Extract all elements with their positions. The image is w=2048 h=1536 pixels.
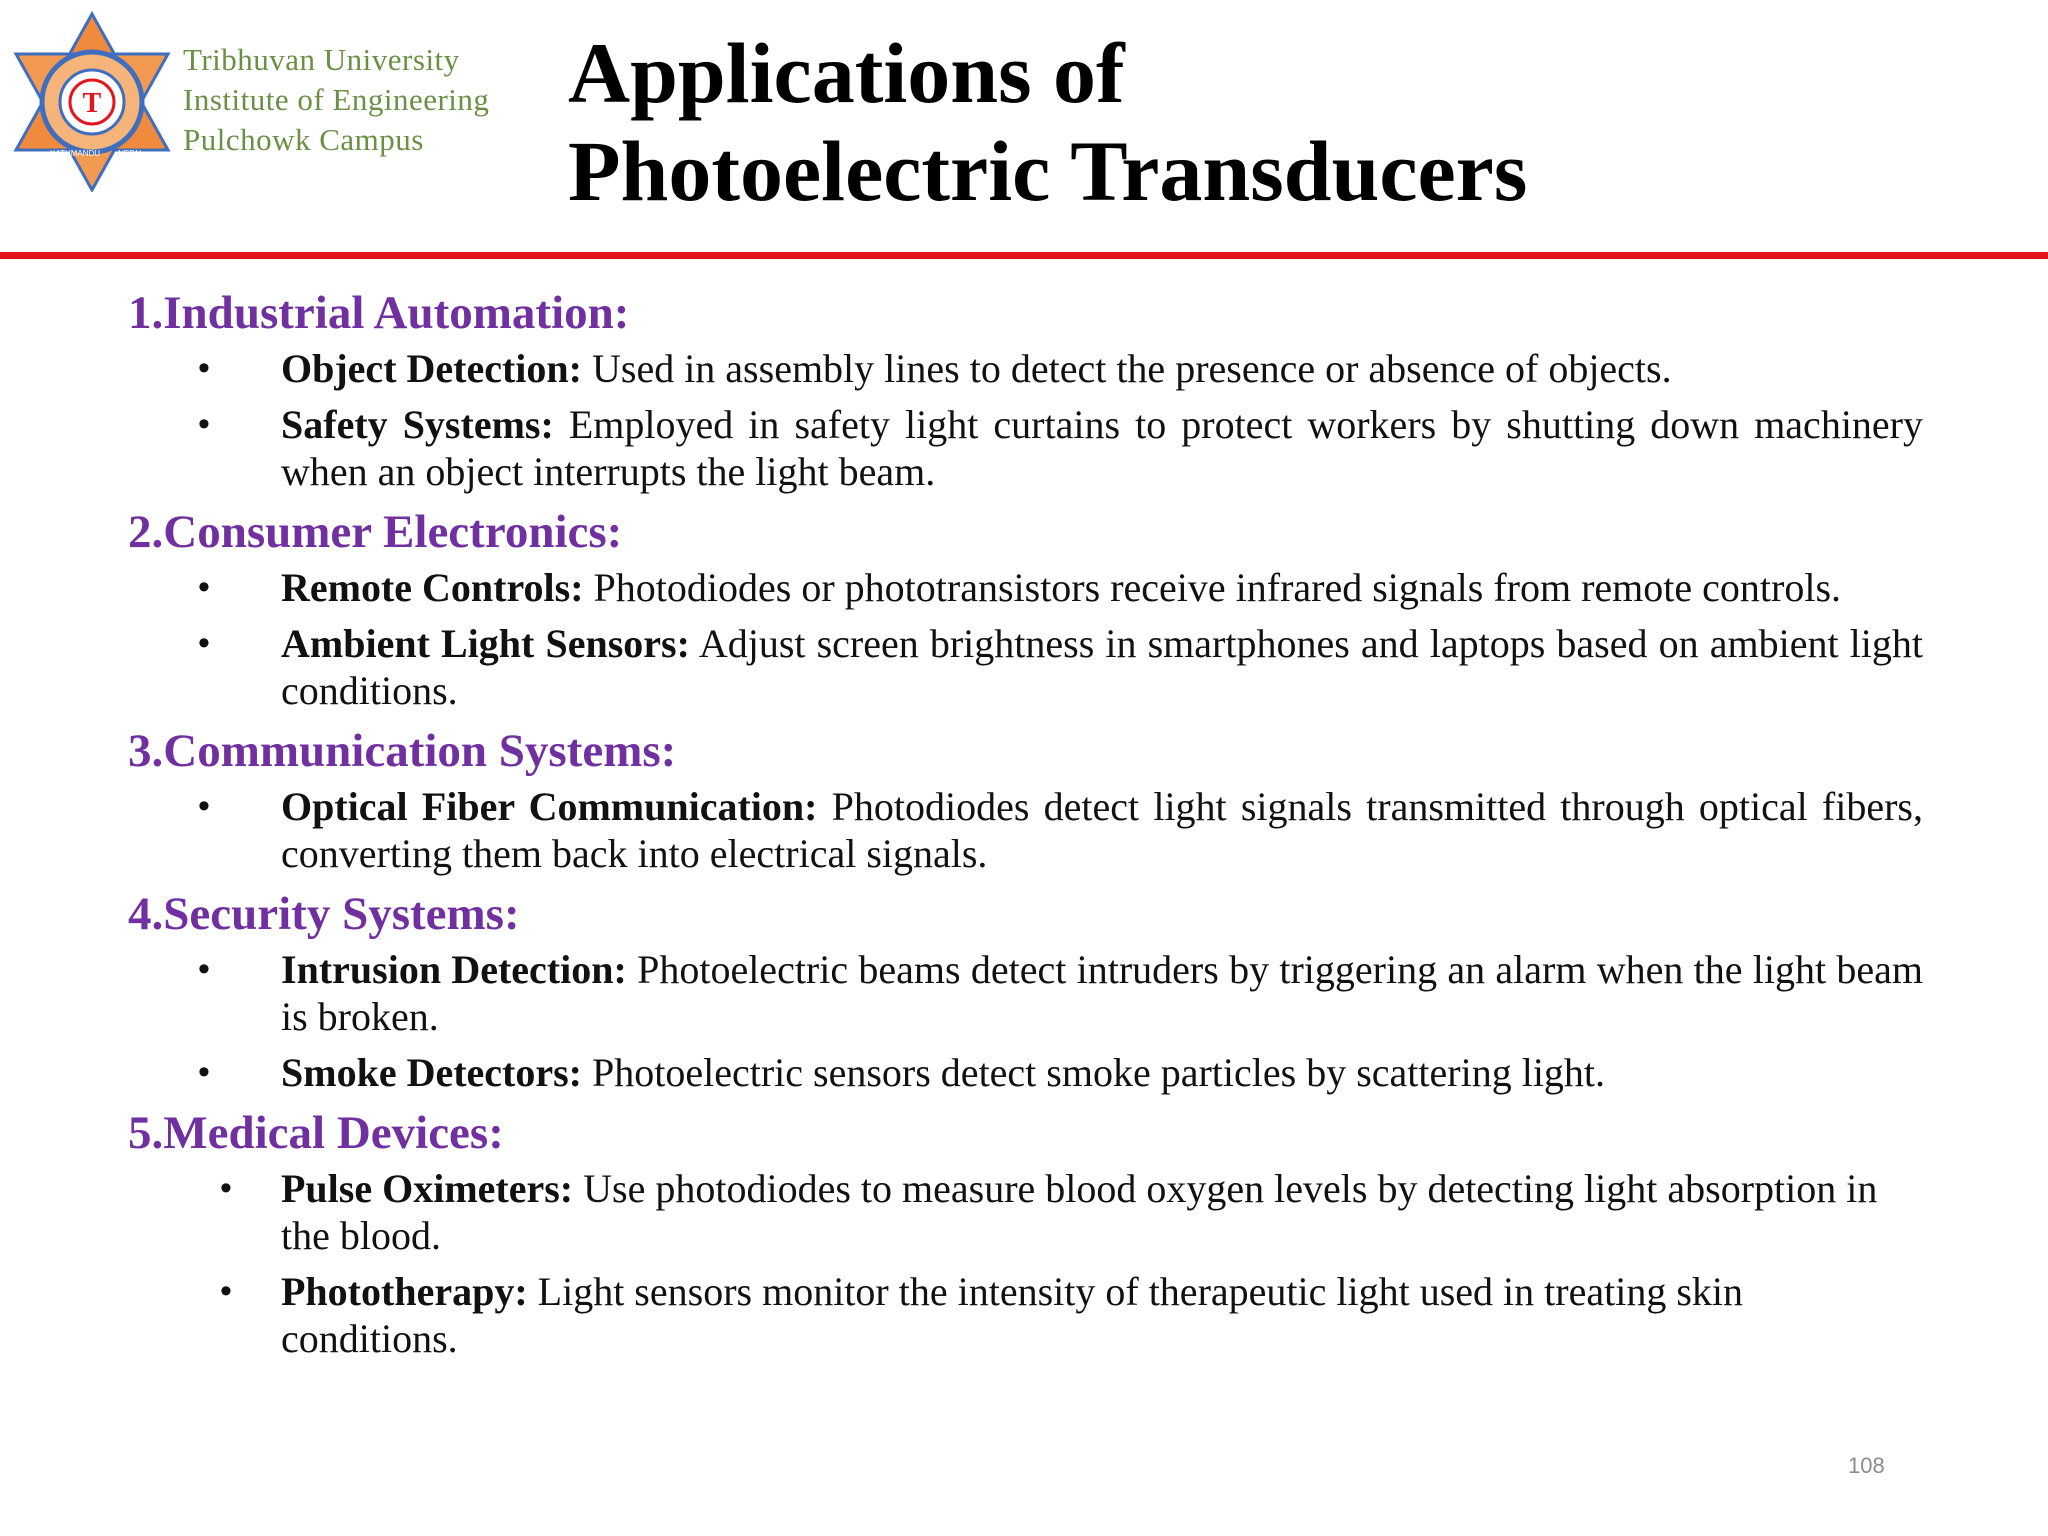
section-heading: 2.Consumer Electronics: bbox=[128, 506, 623, 558]
title-divider bbox=[0, 252, 2048, 259]
section-4 bbox=[128, 886, 1923, 1096]
section-2 bbox=[128, 504, 1923, 714]
list-item bbox=[128, 1268, 1923, 1362]
institution-line-2: Institute of Engineering bbox=[183, 82, 490, 117]
slide-title-line-1: Applications of bbox=[568, 25, 1125, 121]
university-logo-icon bbox=[10, 10, 175, 192]
section-1 bbox=[128, 285, 1923, 495]
item-term: Intrusion Detection: bbox=[281, 947, 627, 992]
section-5 bbox=[128, 1105, 1923, 1362]
item-description: Photoelectric sensors detect smoke particles by scattering light. bbox=[582, 1050, 1606, 1095]
logo-letter: T bbox=[82, 88, 102, 119]
bullet-list bbox=[128, 1165, 1923, 1362]
bullet-icon: • bbox=[198, 349, 210, 387]
institution-name bbox=[183, 40, 489, 160]
item-term: Optical Fiber Communication: bbox=[281, 784, 818, 829]
institution-line-1: Tribhuvan University bbox=[183, 42, 460, 77]
bullet-icon: • bbox=[198, 568, 210, 606]
bullet-list bbox=[128, 946, 1923, 1096]
bullet-icon: • bbox=[198, 950, 210, 988]
item-description: Photodiodes or phototransistors receive infrared signals from remote controls. bbox=[583, 565, 1842, 610]
item-description: Adjust screen brightness in smartphones and laptops based on ambient light conditions. bbox=[281, 621, 1924, 713]
item-term: Smoke Detectors: bbox=[281, 1050, 582, 1095]
bullet-icon: • bbox=[198, 787, 210, 825]
item-term: Ambient Light Sensors: bbox=[281, 621, 690, 666]
section-heading: 3.Communication Systems: bbox=[128, 725, 677, 777]
item-description: Employed in safety light curtains to protect workers by shutting down machinery when an object interrupts the light beam. bbox=[281, 402, 1924, 494]
list-item bbox=[128, 1049, 1923, 1096]
section-heading: 4.Security Systems: bbox=[128, 888, 520, 940]
list-item bbox=[128, 345, 1923, 392]
bullet-list bbox=[128, 564, 1923, 714]
item-term: Phototherapy: bbox=[281, 1269, 528, 1314]
item-term: Pulse Oximeters: bbox=[281, 1166, 574, 1211]
slide-title bbox=[568, 24, 1527, 220]
bullet-icon: • bbox=[220, 1272, 232, 1310]
item-description: Photoelectric beams detect intruders by triggering an alarm when the light beam is broken. bbox=[281, 947, 1923, 1039]
section-heading: 5.Medical Devices: bbox=[128, 1107, 504, 1159]
logo-ring-text-right: NEPAL bbox=[118, 149, 144, 158]
item-term: Safety Systems: bbox=[281, 402, 554, 447]
bullet-list bbox=[128, 345, 1923, 495]
slide-body bbox=[128, 285, 1923, 1371]
slide-title-line-2: Photoelectric Transducers bbox=[568, 123, 1528, 219]
bullet-icon: • bbox=[198, 1053, 210, 1091]
list-item bbox=[128, 564, 1923, 611]
list-item bbox=[128, 620, 1923, 714]
bullet-icon: • bbox=[220, 1169, 232, 1207]
bullet-list bbox=[128, 783, 1923, 877]
list-item bbox=[128, 783, 1923, 877]
section-3 bbox=[128, 723, 1923, 877]
item-term: Object Detection: bbox=[281, 346, 582, 391]
item-description: Light sensors monitor the intensity of therapeutic light used in treating skin conditions. bbox=[281, 1269, 1743, 1361]
logo-ring-text-left: KATHMANDU bbox=[50, 149, 101, 158]
item-term: Remote Controls: bbox=[281, 565, 584, 610]
bullet-icon: • bbox=[198, 624, 210, 662]
bullet-icon: • bbox=[198, 405, 210, 443]
institution-line-3: Pulchowk Campus bbox=[183, 122, 424, 157]
page-number: 108 bbox=[1848, 1453, 1885, 1478]
section-heading: 1.Industrial Automation: bbox=[128, 287, 630, 339]
item-description: Use photodiodes to measure blood oxygen levels by detecting light absorption in the blood. bbox=[281, 1166, 1878, 1258]
list-item bbox=[128, 946, 1923, 1040]
list-item bbox=[128, 401, 1923, 495]
item-description: Used in assembly lines to detect the presence or absence of objects. bbox=[581, 346, 1672, 391]
list-item bbox=[128, 1165, 1923, 1259]
item-description: Photodiodes detect light signals transmitted through optical fibers, converting them back into electrical signals. bbox=[281, 784, 1924, 876]
